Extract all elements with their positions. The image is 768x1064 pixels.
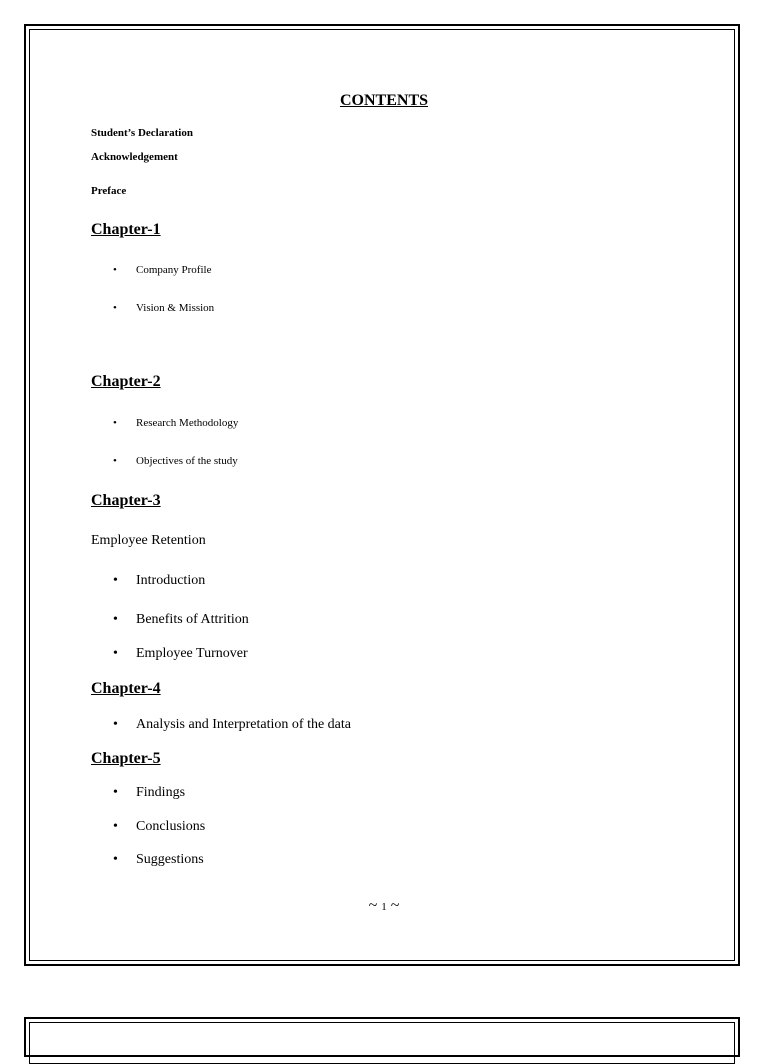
list-item xyxy=(113,852,204,868)
chapter-2-heading: Chapter-2 xyxy=(91,373,161,390)
bullet-icon: • xyxy=(113,852,118,867)
list-item-label: Company Profile xyxy=(136,264,212,276)
bullet-icon: • xyxy=(113,612,118,627)
chapter-1-heading: Chapter-1 xyxy=(91,221,161,238)
page-number xyxy=(0,897,768,915)
list-item-label: Vision & Mission xyxy=(136,302,215,314)
bullet-icon: • xyxy=(113,785,118,800)
bullet-icon: • xyxy=(113,819,118,834)
front-matter-item-declaration: Student’s Declaration xyxy=(91,127,193,139)
list-item xyxy=(113,302,214,314)
list-item xyxy=(113,264,211,276)
list-item-label: Conclusions xyxy=(136,819,206,834)
list-item xyxy=(113,819,205,835)
list-item-label: Employee Turnover xyxy=(136,646,248,661)
bullet-icon: • xyxy=(113,646,118,661)
list-item xyxy=(113,612,249,628)
front-matter-item-acknowledgement: Acknowledgement xyxy=(91,151,178,163)
contents-title: CONTENTS xyxy=(339,92,429,109)
bullet-icon: • xyxy=(113,417,117,429)
list-item-label: Objectives of the study xyxy=(136,455,238,467)
bullet-icon: • xyxy=(113,302,117,314)
bullet-icon: • xyxy=(113,573,118,588)
list-item xyxy=(113,455,238,467)
page-number-right-tilde: ~ xyxy=(390,897,400,914)
list-item xyxy=(113,717,351,733)
list-item-label: Findings xyxy=(136,785,186,800)
chapter-5-heading: Chapter-5 xyxy=(91,750,161,767)
chapter-4-heading: Chapter-4 xyxy=(91,680,161,697)
list-item xyxy=(113,785,185,801)
list-item-label: Introduction xyxy=(136,573,206,588)
page-number-value: 1 xyxy=(381,901,387,913)
list-item xyxy=(113,573,205,589)
list-item-label: Analysis and Interpretation of the data xyxy=(136,717,351,732)
chapter-3-subtitle: Employee Retention xyxy=(91,533,206,548)
bullet-icon: • xyxy=(113,455,117,467)
chapter-3-heading: Chapter-3 xyxy=(91,492,161,509)
bullet-icon: • xyxy=(113,264,117,276)
page-number-left-tilde: ~ xyxy=(368,897,378,914)
next-page-border xyxy=(24,1017,740,1057)
list-item xyxy=(113,646,248,662)
list-item xyxy=(113,417,238,429)
bullet-icon: • xyxy=(113,717,118,732)
list-item-label: Suggestions xyxy=(136,852,204,867)
list-item-label: Research Methodology xyxy=(136,417,239,429)
list-item-label: Benefits of Attrition xyxy=(136,612,249,627)
front-matter-item-preface: Preface xyxy=(91,185,127,197)
next-page-border-inner xyxy=(29,1022,735,1064)
